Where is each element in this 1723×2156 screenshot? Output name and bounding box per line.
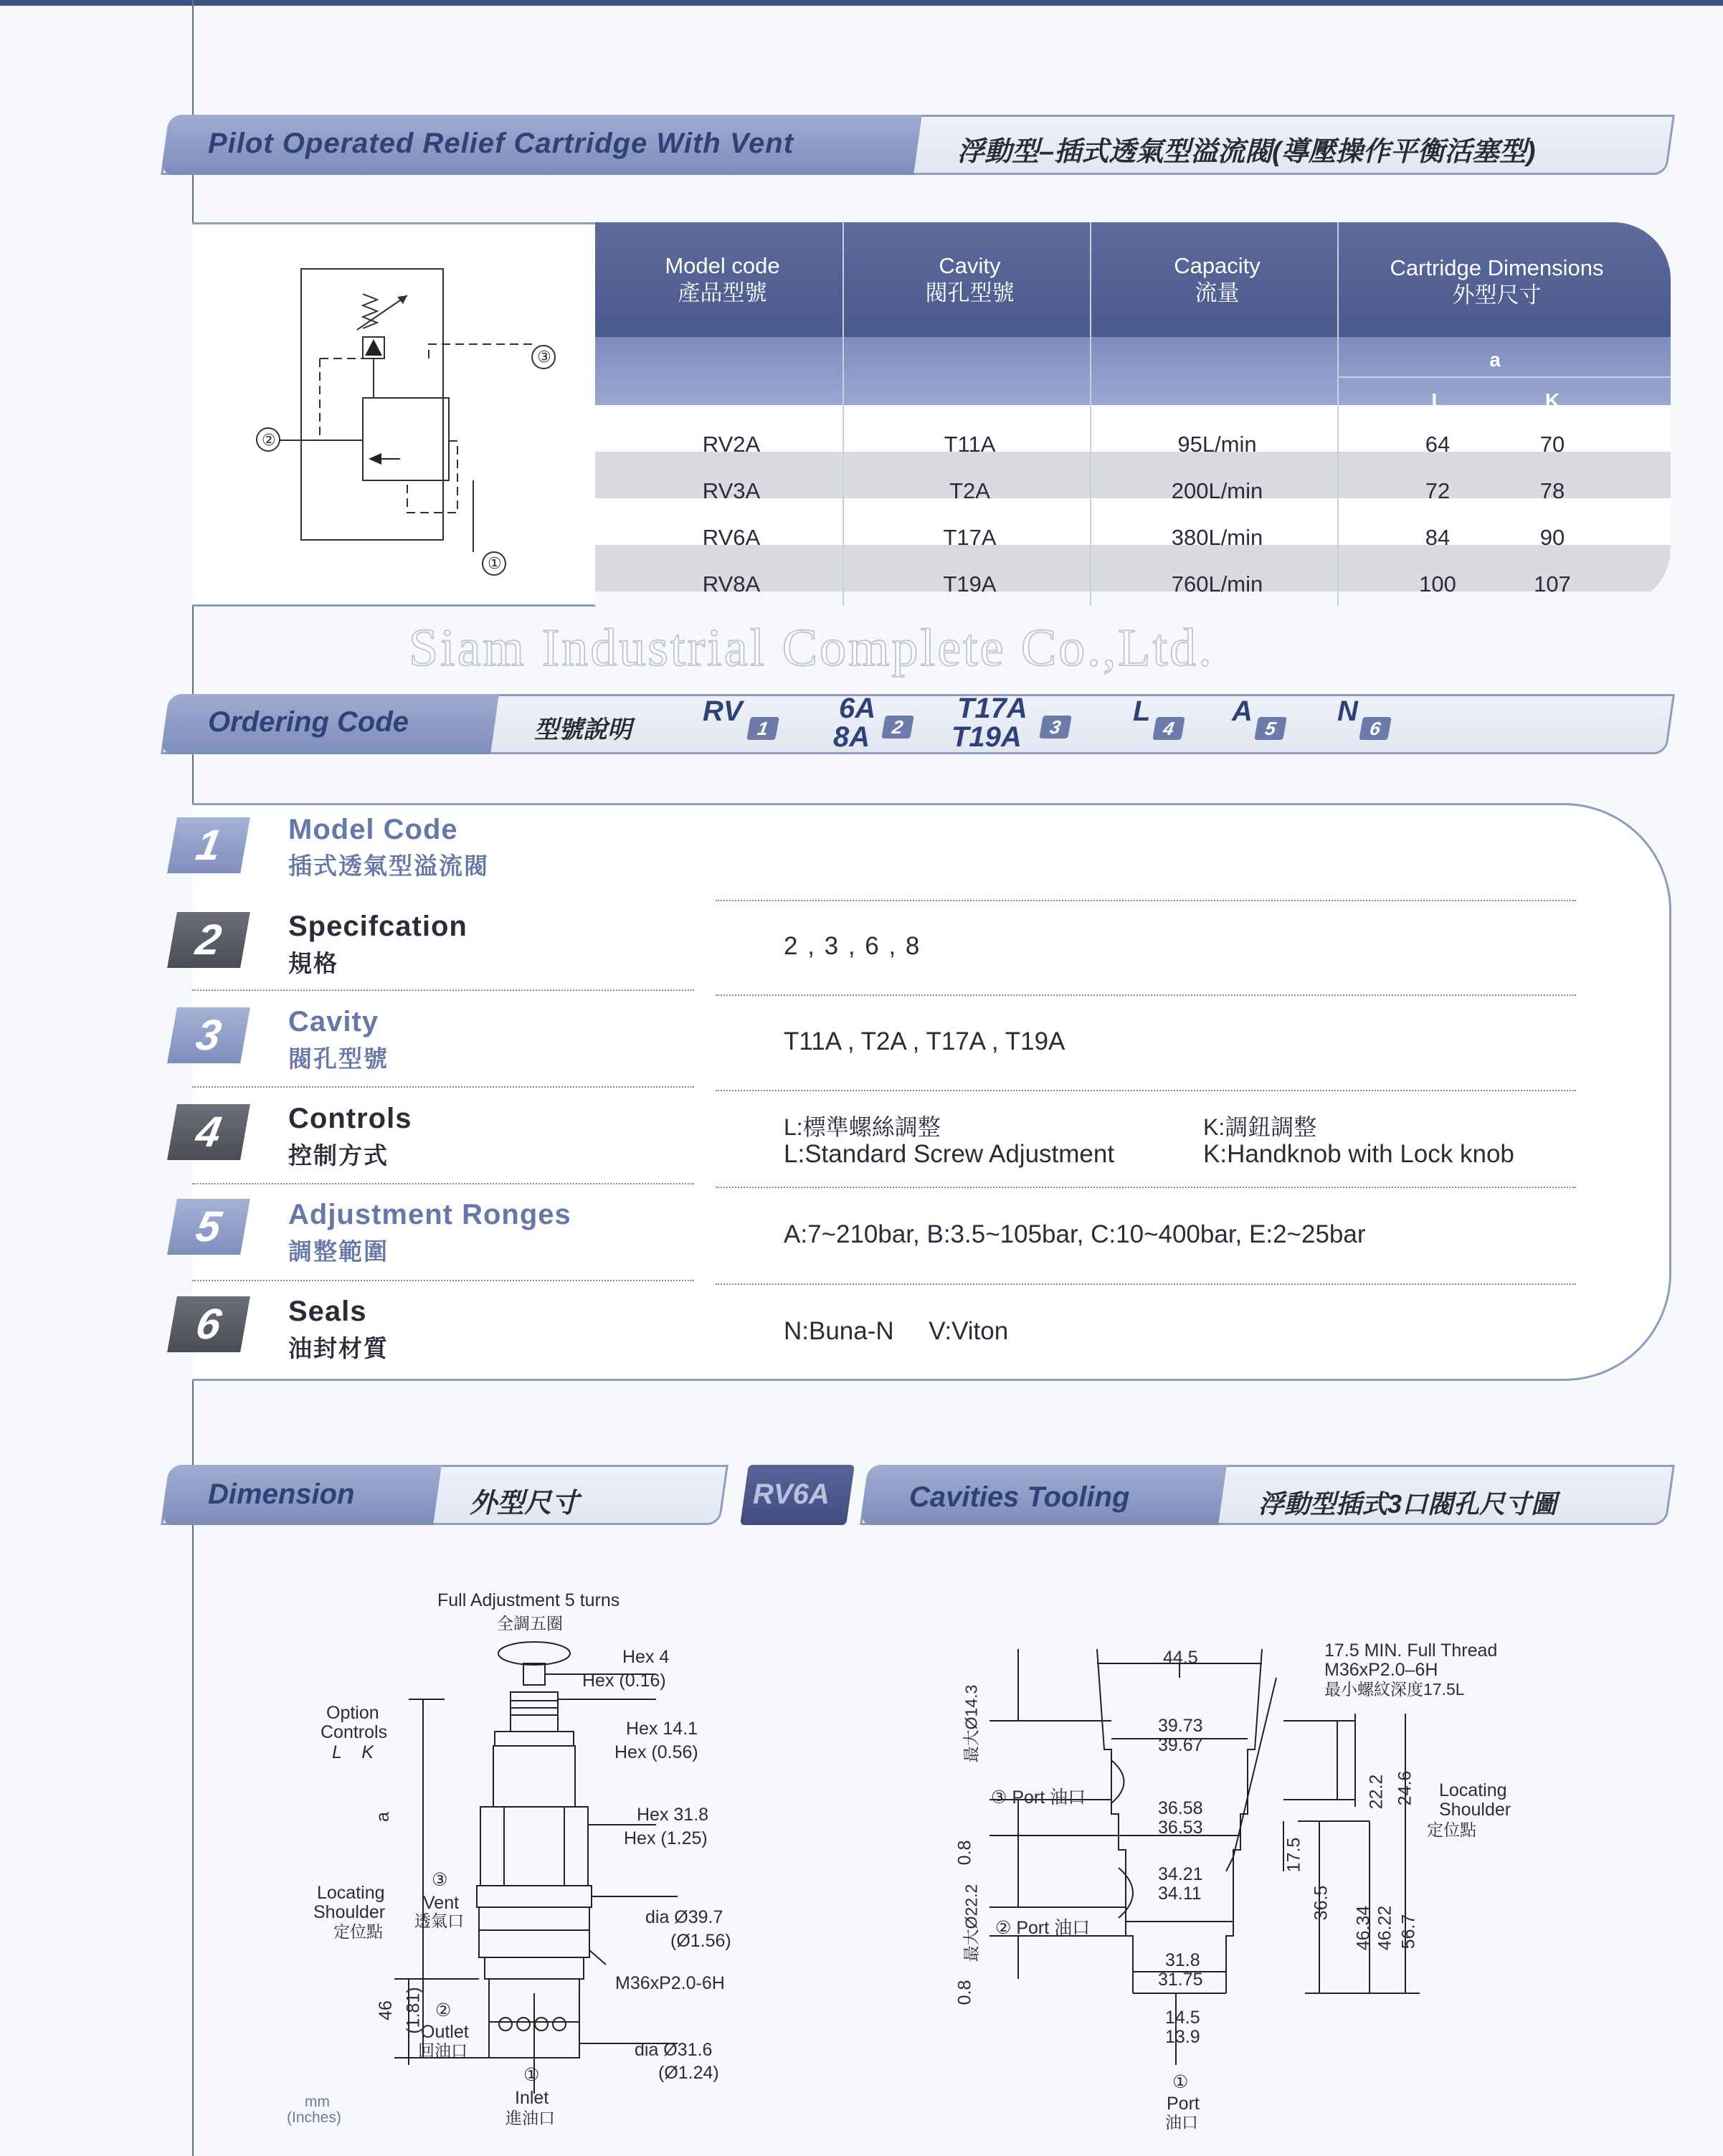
- dimension-title-en: Dimension: [208, 1478, 355, 1510]
- d3658-label: 36.58: [1158, 1798, 1203, 1818]
- hex14-label: Hex 14.1: [626, 1719, 698, 1739]
- subheader-l: L: [1431, 389, 1444, 412]
- outlet-zh-label: 回油口: [418, 2041, 467, 2060]
- d246-label: 24.6: [1395, 1770, 1415, 1806]
- d46-in-label: (1.81): [403, 1987, 424, 2034]
- model-tag: RV6A: [753, 1478, 830, 1510]
- outlet-label: Outlet: [421, 2022, 469, 2042]
- cell-l: 64: [1425, 432, 1451, 457]
- spec-4-left-divider: [192, 1183, 694, 1184]
- dia31-in-label: (Ø1.24): [658, 2063, 719, 2083]
- port1-label: Port: [1167, 2094, 1200, 2114]
- cell-model: RV3A: [702, 478, 761, 503]
- spec-3-divider: [716, 1090, 1576, 1091]
- d175-label: 17.5: [1283, 1837, 1304, 1873]
- outlet-num: ②: [435, 2000, 452, 2020]
- cell-model: RV8A: [702, 571, 761, 597]
- cell-model: RV6A: [702, 525, 761, 550]
- cell-capacity: 200L/min: [1171, 478, 1263, 503]
- dimension-title-zh: 外型尺寸: [470, 1488, 579, 1519]
- spec-3-left-divider: [192, 1086, 694, 1088]
- spec-2-title-zh: 規格: [288, 950, 338, 977]
- cell-l: 84: [1425, 525, 1451, 550]
- cell-k: 70: [1539, 432, 1565, 457]
- header-cartridge-dimensions: Cartridge Dimensions 外型尺寸: [1390, 255, 1604, 308]
- spec-4-title-zh: 控制方式: [288, 1142, 389, 1169]
- spec-1-title-zh: 插式透氣型溢流閥: [288, 853, 489, 879]
- hex4-in-label: Hex (0.16): [582, 1671, 666, 1691]
- spec-1-title-en: Model Code: [288, 814, 458, 845]
- port2-label: ② Port 油口: [995, 1918, 1091, 1938]
- cell-k: 78: [1539, 478, 1565, 503]
- spec-num-4: 4: [167, 1104, 250, 1160]
- shoulder-zh-label: 定位點: [333, 1922, 383, 1941]
- spec-6-title-zh: 油封材質: [288, 1335, 389, 1362]
- code-a: A: [1232, 695, 1253, 727]
- ordering-title-en: Ordering Code: [208, 706, 409, 738]
- dia39-in-label: (Ø1.56): [670, 1931, 731, 1951]
- cell-capacity: 380L/min: [1171, 525, 1263, 550]
- cell-cavity: T11A: [944, 432, 996, 457]
- inlet-label: Inlet: [515, 2088, 549, 2108]
- spec-2-divider: [716, 994, 1576, 996]
- code-num-4: 4: [1152, 717, 1185, 740]
- spec-panel: [192, 803, 1671, 1381]
- code-num-5: 5: [1254, 717, 1287, 740]
- controls-label: Controls: [321, 1722, 388, 1742]
- a-label: a: [372, 1812, 393, 1822]
- full-adjust-zh: 全調五圈: [497, 1614, 563, 1633]
- spec-3-title-en: Cavity: [288, 1006, 379, 1037]
- spec-4-title-en: Controls: [288, 1103, 412, 1134]
- cavity-drawing: [946, 1635, 1491, 2094]
- cavity-shoulder-zh-label: 定位點: [1427, 1820, 1476, 1839]
- spec-num-6: 6: [167, 1296, 250, 1352]
- d3653-label: 36.53: [1158, 1818, 1203, 1838]
- units-in-label: (Inches): [287, 2109, 341, 2126]
- subheader-k: K: [1544, 389, 1560, 412]
- d222-label: 22.2: [1366, 1774, 1387, 1810]
- spec-4-divider: [716, 1187, 1576, 1188]
- spec-6-value: N:Buna-N V:Viton: [784, 1317, 1009, 1345]
- spec-5-value: A:7~210bar, B:3.5~105bar, C:10~400bar, E:2~25bar: [784, 1220, 1366, 1248]
- shoulder-label: Shoulder: [313, 1902, 386, 1922]
- w445-label: 44.5: [1163, 1648, 1198, 1668]
- spec-4-k-en: K:Handknob with Lock knob: [1203, 1140, 1514, 1168]
- d365-label: 36.5: [1311, 1885, 1332, 1921]
- tooling-title-en: Cavities Tooling: [909, 1481, 1130, 1513]
- port1-zh-label: 油口: [1165, 2113, 1198, 2132]
- inlet-num: ①: [523, 2065, 540, 2085]
- full-adjust-label: Full Adjustment 5 turns: [437, 1590, 620, 1610]
- spec-num-3: 3: [167, 1007, 250, 1063]
- code-num-6: 6: [1359, 717, 1392, 740]
- spec-2-value: 2 , 3 , 6 , 8: [784, 932, 921, 960]
- code-l: L: [1133, 695, 1151, 727]
- spec-5-divider: [716, 1283, 1576, 1285]
- spec-num-1: 1: [167, 817, 250, 873]
- ordering-title-zh: 型號說明: [534, 716, 632, 744]
- spec-5-left-divider: [192, 1280, 694, 1281]
- dia39-label: dia Ø39.7: [645, 1907, 723, 1927]
- cell-l: 72: [1425, 478, 1451, 503]
- hex4-label: Hex 4: [622, 1647, 670, 1667]
- units-label: mm: [305, 2094, 330, 2110]
- d4622-label: 46.22: [1375, 1905, 1395, 1951]
- d4634-label: 46.34: [1353, 1905, 1374, 1951]
- spec-3-title-zh: 閥孔型號: [288, 1045, 389, 1072]
- port-1-label: ①: [488, 554, 502, 572]
- cell-k: 107: [1534, 571, 1571, 597]
- spec-6-title-en: Seals: [288, 1296, 367, 1327]
- d3973-label: 39.73: [1158, 1716, 1203, 1736]
- thread-label: M36xP2.0-6H: [615, 1973, 725, 1993]
- d08a-label: 0.8: [954, 1840, 975, 1866]
- vent-label: Vent: [423, 1893, 460, 1913]
- locating-label: Locating: [317, 1883, 385, 1903]
- d08b-label: 0.8: [954, 1980, 975, 2005]
- code-num-2: 2: [881, 716, 914, 739]
- thread-spec-label: M36xP2.0–6H: [1324, 1660, 1438, 1680]
- cell-cavity: T2A: [949, 478, 990, 503]
- subheader-a: a: [1489, 348, 1501, 371]
- d3175-label: 31.75: [1158, 1970, 1203, 1990]
- spec-2-title-en: Specifcation: [288, 911, 467, 942]
- option-label: Option: [326, 1703, 379, 1723]
- hex14-in-label: Hex (0.56): [614, 1742, 698, 1762]
- spec-3-value: T11A , T2A , T17A , T19A: [784, 1027, 1065, 1055]
- cavity-shoulder-label: Shoulder: [1439, 1800, 1511, 1820]
- tooling-title-zh: 浮動型插式3口閥孔尺寸圖: [1258, 1489, 1557, 1519]
- max222-label: 最大Ø22.2: [962, 1884, 981, 1962]
- d46-label: 46: [375, 2000, 396, 2020]
- spec-1-divider: [716, 900, 1576, 901]
- header-cavity: Cavity 閥孔型號: [925, 253, 1015, 305]
- port-3-label: ③: [537, 348, 551, 366]
- d3411-label: 34.11: [1158, 1884, 1202, 1904]
- watermark: Siam Industrial Complete Co.,Ltd.: [409, 619, 1214, 678]
- cartridge-drawing: [287, 1592, 789, 2137]
- d139-label: 13.9: [1165, 2027, 1200, 2047]
- d3967-label: 39.67: [1158, 1735, 1203, 1755]
- code-num-3: 3: [1039, 716, 1072, 739]
- spec-5-title-zh: 調整範圍: [288, 1238, 389, 1265]
- spec-num-2: 2: [167, 912, 250, 968]
- cell-capacity: 760L/min: [1171, 571, 1263, 597]
- lk-label: L K: [332, 1742, 374, 1762]
- hydraulic-schematic: [192, 222, 595, 602]
- top-rule: [0, 0, 1723, 6]
- d567-label: 56.7: [1398, 1914, 1419, 1950]
- inlet-zh-label: 進油口: [505, 2109, 555, 2127]
- cavity-locating-label: Locating: [1439, 1780, 1507, 1800]
- code-n: N: [1337, 695, 1358, 727]
- spec-4-l-zh: L:標準螺絲調整: [784, 1114, 941, 1140]
- header-model-code: Model code 產品型號: [665, 253, 780, 305]
- spec-2-left-divider: [192, 989, 694, 991]
- port-2-label: ②: [262, 431, 276, 449]
- thread-zh-label: 最小螺紋深度17.5L: [1324, 1680, 1465, 1699]
- code-size: 6A 8A: [833, 693, 876, 753]
- code-num-1: 1: [746, 717, 779, 740]
- port3-label: ③ Port 油口: [991, 1787, 1086, 1808]
- max143-label: 最大Ø14.3: [962, 1684, 981, 1763]
- port1-num: ①: [1172, 2072, 1189, 2092]
- spec-5-title-en: Adjustment Ronges: [288, 1199, 571, 1230]
- d145-label: 14.5: [1165, 2008, 1200, 2028]
- spec-num-5: 5: [167, 1199, 250, 1255]
- cell-k: 90: [1539, 525, 1565, 550]
- hex31-in-label: Hex (1.25): [624, 1828, 708, 1848]
- cell-l: 100: [1419, 571, 1456, 597]
- thread-note-label: 17.5 MIN. Full Thread: [1324, 1640, 1498, 1661]
- header-title-zh: 浮動型–插式透氣型溢流閥(導壓操作平衡活塞型): [957, 137, 1536, 167]
- d318-label: 31.8: [1165, 1950, 1200, 1970]
- code-rv: RV: [703, 695, 743, 727]
- cell-cavity: T17A: [943, 525, 997, 550]
- spec-4-k-zh: K:調鈕調整: [1203, 1114, 1317, 1140]
- cell-cavity: T19A: [943, 571, 997, 597]
- d3421-label: 34.21: [1158, 1864, 1203, 1884]
- spec-4-l-en: L:Standard Screw Adjustment: [784, 1140, 1115, 1168]
- hex31-label: Hex 31.8: [637, 1805, 709, 1825]
- cell-capacity: 95L/min: [1177, 432, 1257, 457]
- code-cavity: T17A T19A: [951, 693, 1027, 753]
- cell-model: RV2A: [702, 432, 761, 457]
- dia31-label: dia Ø31.6: [635, 2040, 713, 2060]
- header-title-en: Pilot Operated Relief Cartridge With Vent: [208, 128, 794, 159]
- vent-zh-label: 透氣口: [414, 1912, 464, 1930]
- vent-num: ③: [432, 1870, 448, 1890]
- header-capacity: Capacity 流量: [1174, 253, 1261, 305]
